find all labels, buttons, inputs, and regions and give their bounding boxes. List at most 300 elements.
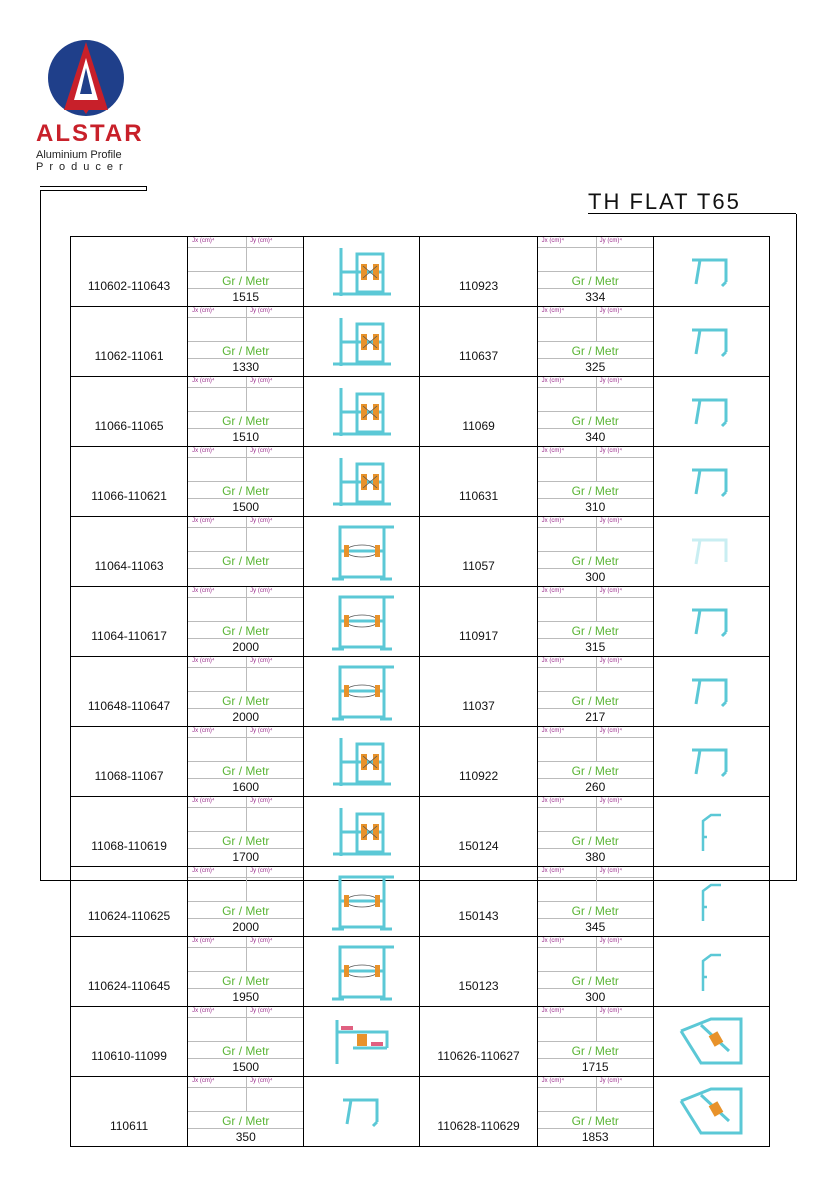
cell-divider — [188, 1111, 303, 1112]
right-code-cell — [420, 377, 537, 447]
jx-label: Jx (cm)⁴ — [541, 518, 564, 524]
window-profile-icon — [304, 802, 419, 862]
cell-divider — [538, 1087, 653, 1088]
clip-profile-icon — [654, 807, 769, 857]
right-code-cell — [420, 727, 537, 797]
cell-divider — [246, 867, 247, 901]
left-weight-value: 1500 — [232, 1060, 260, 1074]
table-row — [71, 797, 770, 867]
cell-divider — [596, 937, 597, 971]
gr-per-metre-label: Gr / Metr — [571, 624, 619, 638]
left-profile-image-cell — [304, 377, 420, 447]
gr-per-metre-label: Gr / Metr — [571, 274, 619, 288]
right-profile-code: 11069 — [462, 419, 495, 433]
right-profile-code: 110628-110629 — [437, 1119, 520, 1133]
jx-label: Jx (cm)⁴ — [541, 1078, 564, 1084]
cell-divider — [538, 901, 653, 902]
cell-divider — [188, 247, 303, 248]
cell-divider — [538, 1111, 653, 1112]
right-spec-cell — [537, 587, 653, 657]
right-profile-image-cell — [653, 587, 769, 657]
left-profile-image-cell — [304, 797, 420, 867]
table-row — [71, 937, 770, 1007]
right-profile-code: 110917 — [458, 629, 499, 643]
left-profile-code: 110611 — [109, 1119, 149, 1133]
right-profile-image-cell — [653, 517, 769, 587]
jx-label: Jx (cm)⁴ — [192, 588, 215, 594]
left-profile-image-cell — [304, 1007, 420, 1077]
right-profile-image-cell — [653, 867, 769, 937]
clip-profile-icon — [654, 877, 769, 927]
left-profile-code: 110610-11099 — [91, 1049, 167, 1063]
jy-label: Jy (cm)⁴ — [599, 658, 622, 664]
jx-label: Jx (cm)⁴ — [192, 448, 215, 454]
left-code-cell — [71, 447, 188, 517]
jx-label: Jx (cm)⁴ — [541, 308, 564, 314]
table-row — [71, 517, 770, 587]
gr-per-metre-label: Gr / Metr — [571, 764, 619, 778]
right-weight-value: 340 — [585, 430, 606, 444]
jx-label: Jx (cm)⁴ — [541, 448, 564, 454]
jx-label: Jx (cm)⁴ — [541, 238, 564, 244]
left-code-cell — [71, 1007, 188, 1077]
frame-border-right — [796, 214, 797, 880]
left-spec-cell — [188, 587, 304, 657]
right-profile-image-cell — [653, 237, 769, 307]
left-profile-code: 110624-110625 — [87, 909, 171, 923]
cell-divider — [188, 778, 303, 779]
jx-label: Jx (cm)⁴ — [541, 938, 564, 944]
right-profile-image-cell — [653, 937, 769, 1007]
left-profile-code: 11068-11067 — [94, 769, 164, 783]
left-weight-value: 1600 — [232, 780, 260, 794]
right-spec-cell — [537, 447, 653, 517]
cell-divider — [188, 877, 303, 878]
gr-per-metre-label: Gr / Metr — [222, 1114, 270, 1128]
cell-divider — [596, 307, 597, 341]
right-profile-code: 110637 — [458, 349, 499, 363]
gr-per-metre-label: Gr / Metr — [571, 344, 619, 358]
left-spec-cell — [188, 447, 304, 517]
table-row — [71, 1077, 770, 1147]
right-weight-value: 300 — [585, 570, 606, 584]
left-spec-cell — [188, 307, 304, 377]
cell-divider — [596, 797, 597, 831]
cell-divider — [538, 761, 653, 762]
right-profile-image-cell — [653, 447, 769, 517]
cell-divider — [596, 517, 597, 551]
jx-label: Jx (cm)⁴ — [192, 1078, 215, 1084]
left-weight-value: 1515 — [232, 290, 260, 304]
cell-divider — [538, 988, 653, 989]
gr-per-metre-label: Gr / Metr — [222, 554, 270, 568]
gr-per-metre-label: Gr / Metr — [571, 834, 619, 848]
brand-tagline-1: Aluminium Profile — [36, 149, 122, 161]
cell-divider — [538, 568, 653, 569]
right-weight-value: 260 — [585, 780, 606, 794]
angled-corner-profile-icon — [654, 1011, 769, 1073]
right-spec-cell — [537, 797, 653, 867]
right-spec-cell — [537, 237, 653, 307]
right-code-cell — [420, 237, 537, 307]
left-profile-code: 11064-110617 — [91, 629, 167, 643]
left-weight-value: 2000 — [232, 920, 260, 934]
right-weight-value: 315 — [585, 640, 606, 654]
right-profile-image-cell — [653, 377, 769, 447]
jy-label: Jy (cm)⁴ — [250, 1078, 273, 1084]
bead-profile-icon — [654, 602, 769, 642]
left-profile-image-cell — [304, 1077, 420, 1147]
cell-divider — [188, 597, 303, 598]
cell-divider — [188, 358, 303, 359]
right-code-cell — [420, 1007, 537, 1077]
right-spec-cell — [537, 517, 653, 587]
cell-divider — [188, 708, 303, 709]
gr-per-metre-label: Gr / Metr — [571, 1114, 619, 1128]
jx-label: Jx (cm)⁴ — [541, 728, 564, 734]
bead-profile-icon — [654, 392, 769, 432]
cell-divider — [538, 387, 653, 388]
left-profile-code: 11068-110619 — [91, 839, 167, 853]
gr-per-metre-label: Gr / Metr — [222, 414, 270, 428]
right-weight-value: 1853 — [581, 1130, 609, 1144]
left-weight-value: 1700 — [232, 850, 260, 864]
left-weight-value: 1330 — [232, 360, 260, 374]
cell-divider — [188, 288, 303, 289]
jx-label: Jx (cm)⁴ — [192, 238, 215, 244]
jy-label: Jy (cm)⁴ — [250, 938, 273, 944]
cell-divider — [246, 657, 247, 691]
right-code-cell — [420, 797, 537, 867]
gr-per-metre-label: Gr / Metr — [222, 694, 270, 708]
cell-divider — [538, 481, 653, 482]
cell-divider — [538, 877, 653, 878]
jx-label: Jx (cm)⁴ — [192, 938, 215, 944]
jy-label: Jy (cm)⁴ — [599, 868, 622, 874]
cell-divider — [188, 551, 303, 552]
right-spec-cell — [537, 307, 653, 377]
gr-per-metre-label: Gr / Metr — [222, 484, 270, 498]
brand-tagline-2: Producer — [36, 161, 129, 173]
cell-divider — [188, 1017, 303, 1018]
cell-divider — [188, 271, 303, 272]
gr-per-metre-label: Gr / Metr — [222, 1044, 270, 1058]
right-spec-cell — [537, 727, 653, 797]
jy-label: Jy (cm)⁴ — [250, 728, 273, 734]
jx-label: Jx (cm)⁴ — [541, 378, 564, 384]
left-profile-image-cell — [304, 447, 420, 517]
jy-label: Jy (cm)⁴ — [599, 1078, 622, 1084]
frame-profile-icon — [304, 661, 419, 723]
gr-per-metre-label: Gr / Metr — [571, 694, 619, 708]
cell-divider — [188, 831, 303, 832]
gr-per-metre-label: Gr / Metr — [222, 624, 270, 638]
jy-label: Jy (cm)⁴ — [599, 518, 622, 524]
profile-catalog-table — [70, 236, 770, 1147]
cell-divider — [246, 307, 247, 341]
table-row — [71, 727, 770, 797]
window-profile-icon — [304, 452, 419, 512]
cell-divider — [188, 901, 303, 902]
right-spec-cell — [537, 1007, 653, 1077]
title-underline — [588, 213, 796, 214]
cell-divider — [188, 761, 303, 762]
right-code-cell — [420, 867, 537, 937]
left-profile-image-cell — [304, 517, 420, 587]
cell-divider — [246, 237, 247, 271]
right-code-cell — [420, 447, 537, 517]
right-weight-value: 345 — [585, 920, 606, 934]
frame-divider — [40, 190, 146, 191]
cell-divider — [596, 587, 597, 621]
cell-divider — [246, 587, 247, 621]
cell-divider — [538, 691, 653, 692]
frame-profile-icon — [304, 871, 419, 933]
bead-profile-icon — [654, 252, 769, 292]
cell-divider — [188, 947, 303, 948]
cell-divider — [538, 1058, 653, 1059]
gr-per-metre-label: Gr / Metr — [222, 904, 270, 918]
left-profile-image-cell — [304, 657, 420, 727]
cell-divider — [188, 807, 303, 808]
cell-divider — [538, 597, 653, 598]
angled-corner-profile-icon — [654, 1081, 769, 1143]
left-code-cell — [71, 1077, 188, 1147]
cell-divider — [538, 247, 653, 248]
jy-label: Jy (cm)⁴ — [250, 1008, 273, 1014]
right-weight-value: 300 — [585, 990, 606, 1004]
right-spec-cell — [537, 937, 653, 1007]
right-profile-image-cell — [653, 727, 769, 797]
cell-divider — [538, 918, 653, 919]
left-profile-code: 11062-11061 — [94, 349, 164, 363]
jy-label: Jy (cm)⁴ — [599, 728, 622, 734]
cell-divider — [188, 481, 303, 482]
left-profile-code: 11066-110621 — [91, 489, 167, 503]
left-spec-cell — [188, 1077, 304, 1147]
jy-label: Jy (cm)⁴ — [250, 448, 273, 454]
left-profile-image-cell — [304, 867, 420, 937]
cell-divider — [538, 737, 653, 738]
cell-divider — [596, 867, 597, 901]
left-profile-code: 11066-11065 — [94, 419, 164, 433]
cell-divider — [188, 621, 303, 622]
cell-divider — [538, 807, 653, 808]
jy-label: Jy (cm)⁴ — [250, 238, 273, 244]
cell-divider — [596, 727, 597, 761]
cell-divider — [538, 778, 653, 779]
left-profile-image-cell — [304, 307, 420, 377]
left-code-cell — [71, 587, 188, 657]
jy-label: Jy (cm)⁴ — [599, 238, 622, 244]
cell-divider — [538, 1041, 653, 1042]
bead-profile-icon — [304, 1092, 419, 1132]
window-profile-icon — [304, 312, 419, 372]
left-code-cell — [71, 867, 188, 937]
right-profile-code: 150143 — [458, 909, 499, 923]
right-weight-value: 380 — [585, 850, 606, 864]
right-weight-value: 217 — [585, 710, 606, 724]
bead-profile-icon — [654, 672, 769, 712]
left-profile-image-cell — [304, 237, 420, 307]
jy-label: Jy (cm)⁴ — [599, 308, 622, 314]
cell-divider — [188, 568, 303, 569]
cell-divider — [596, 447, 597, 481]
cell-divider — [188, 387, 303, 388]
bead-profile-icon — [654, 322, 769, 362]
jx-label: Jx (cm)⁴ — [192, 658, 215, 664]
cell-divider — [188, 1058, 303, 1059]
right-code-cell — [420, 1077, 537, 1147]
cell-divider — [538, 428, 653, 429]
cell-divider — [538, 317, 653, 318]
left-spec-cell — [188, 797, 304, 867]
cell-divider — [188, 411, 303, 412]
gr-per-metre-label: Gr / Metr — [222, 834, 270, 848]
bead-profile-icon — [654, 462, 769, 502]
left-code-cell — [71, 307, 188, 377]
left-spec-cell — [188, 377, 304, 447]
right-profile-code: 110922 — [458, 769, 499, 783]
left-code-cell — [71, 377, 188, 447]
left-weight-value: 1510 — [232, 430, 260, 444]
left-profile-code: 110624-110645 — [87, 979, 171, 993]
left-weight-value: 2000 — [232, 640, 260, 654]
right-profile-image-cell — [653, 657, 769, 727]
right-code-cell — [420, 307, 537, 377]
left-weight-value: 350 — [235, 1130, 256, 1144]
left-weight-value: 2000 — [232, 710, 260, 724]
jy-label: Jy (cm)⁴ — [250, 518, 273, 524]
cell-divider — [188, 1128, 303, 1129]
right-code-cell — [420, 937, 537, 1007]
jy-label: Jy (cm)⁴ — [250, 588, 273, 594]
cell-divider — [188, 667, 303, 668]
cell-divider — [246, 447, 247, 481]
left-spec-cell — [188, 237, 304, 307]
frame-divider — [146, 186, 147, 191]
cell-divider — [538, 621, 653, 622]
left-code-cell — [71, 727, 188, 797]
jy-label: Jy (cm)⁴ — [599, 588, 622, 594]
jx-label: Jx (cm)⁴ — [192, 308, 215, 314]
cell-divider — [188, 918, 303, 919]
cell-divider — [246, 1077, 247, 1111]
page-title: TH FLAT T65 — [588, 189, 741, 214]
gr-per-metre-label: Gr / Metr — [571, 414, 619, 428]
cell-divider — [188, 317, 303, 318]
right-weight-value: 325 — [585, 360, 606, 374]
jy-label: Jy (cm)⁴ — [599, 938, 622, 944]
jx-label: Jx (cm)⁴ — [541, 658, 564, 664]
cell-divider — [188, 527, 303, 528]
jy-label: Jy (cm)⁴ — [250, 658, 273, 664]
gr-per-metre-label: Gr / Metr — [571, 484, 619, 498]
left-code-cell — [71, 657, 188, 727]
cell-divider — [538, 667, 653, 668]
brand-name: ALSTAR — [36, 120, 144, 147]
cell-divider — [596, 1077, 597, 1111]
gr-per-metre-label: Gr / Metr — [571, 1044, 619, 1058]
gr-per-metre-label: Gr / Metr — [222, 974, 270, 988]
jy-label: Jy (cm)⁴ — [250, 868, 273, 874]
right-spec-cell — [537, 1077, 653, 1147]
window-profile-icon — [304, 242, 419, 302]
left-code-cell — [71, 797, 188, 867]
table-row — [71, 447, 770, 517]
cell-divider — [538, 457, 653, 458]
right-profile-code: 11037 — [462, 699, 495, 713]
right-code-cell — [420, 587, 537, 657]
cell-divider — [188, 1087, 303, 1088]
jx-label: Jx (cm)⁴ — [192, 518, 215, 524]
cell-divider — [596, 657, 597, 691]
right-spec-cell — [537, 377, 653, 447]
left-spec-cell — [188, 1007, 304, 1077]
right-profile-image-cell — [653, 797, 769, 867]
cell-divider — [538, 1128, 653, 1129]
right-profile-image-cell — [653, 307, 769, 377]
right-profile-code: 11057 — [462, 559, 495, 573]
jy-label: Jy (cm)⁴ — [599, 1008, 622, 1014]
right-code-cell — [420, 657, 537, 727]
jx-label: Jx (cm)⁴ — [541, 868, 564, 874]
left-code-cell — [71, 937, 188, 1007]
cell-divider — [538, 848, 653, 849]
table-row — [71, 867, 770, 937]
cell-divider — [246, 937, 247, 971]
table-row — [71, 657, 770, 727]
jx-label: Jx (cm)⁴ — [192, 1008, 215, 1014]
cell-divider — [538, 288, 653, 289]
jx-label: Jx (cm)⁴ — [192, 728, 215, 734]
left-spec-cell — [188, 937, 304, 1007]
right-weight-value: 310 — [585, 500, 606, 514]
table-row — [71, 1007, 770, 1077]
clip-profile-icon — [654, 947, 769, 997]
window-profile-icon — [304, 382, 419, 442]
right-profile-image-cell — [653, 1007, 769, 1077]
bead-profile-icon — [654, 742, 769, 782]
cell-divider — [596, 377, 597, 411]
cell-divider — [538, 358, 653, 359]
jx-label: Jx (cm)⁴ — [541, 798, 564, 804]
left-weight-value: 1950 — [232, 990, 260, 1004]
cell-divider — [188, 638, 303, 639]
jy-label: Jy (cm)⁴ — [599, 378, 622, 384]
right-profile-image-cell — [653, 1077, 769, 1147]
jy-label: Jy (cm)⁴ — [599, 448, 622, 454]
jx-label: Jx (cm)⁴ — [541, 588, 564, 594]
frame-profile-icon — [304, 941, 419, 1003]
table-row — [71, 307, 770, 377]
left-weight-value: 1500 — [232, 500, 260, 514]
left-spec-cell — [188, 657, 304, 727]
cell-divider — [538, 341, 653, 342]
left-code-cell — [71, 237, 188, 307]
cell-divider — [188, 848, 303, 849]
jy-label: Jy (cm)⁴ — [250, 308, 273, 314]
cell-divider — [538, 947, 653, 948]
right-spec-cell — [537, 867, 653, 937]
gr-per-metre-label: Gr / Metr — [222, 344, 270, 358]
jx-label: Jx (cm)⁴ — [192, 868, 215, 874]
bead-profile-faint-icon — [654, 532, 769, 572]
cell-divider — [538, 551, 653, 552]
gr-per-metre-label: Gr / Metr — [222, 274, 270, 288]
right-spec-cell — [537, 657, 653, 727]
cell-divider — [538, 1017, 653, 1018]
